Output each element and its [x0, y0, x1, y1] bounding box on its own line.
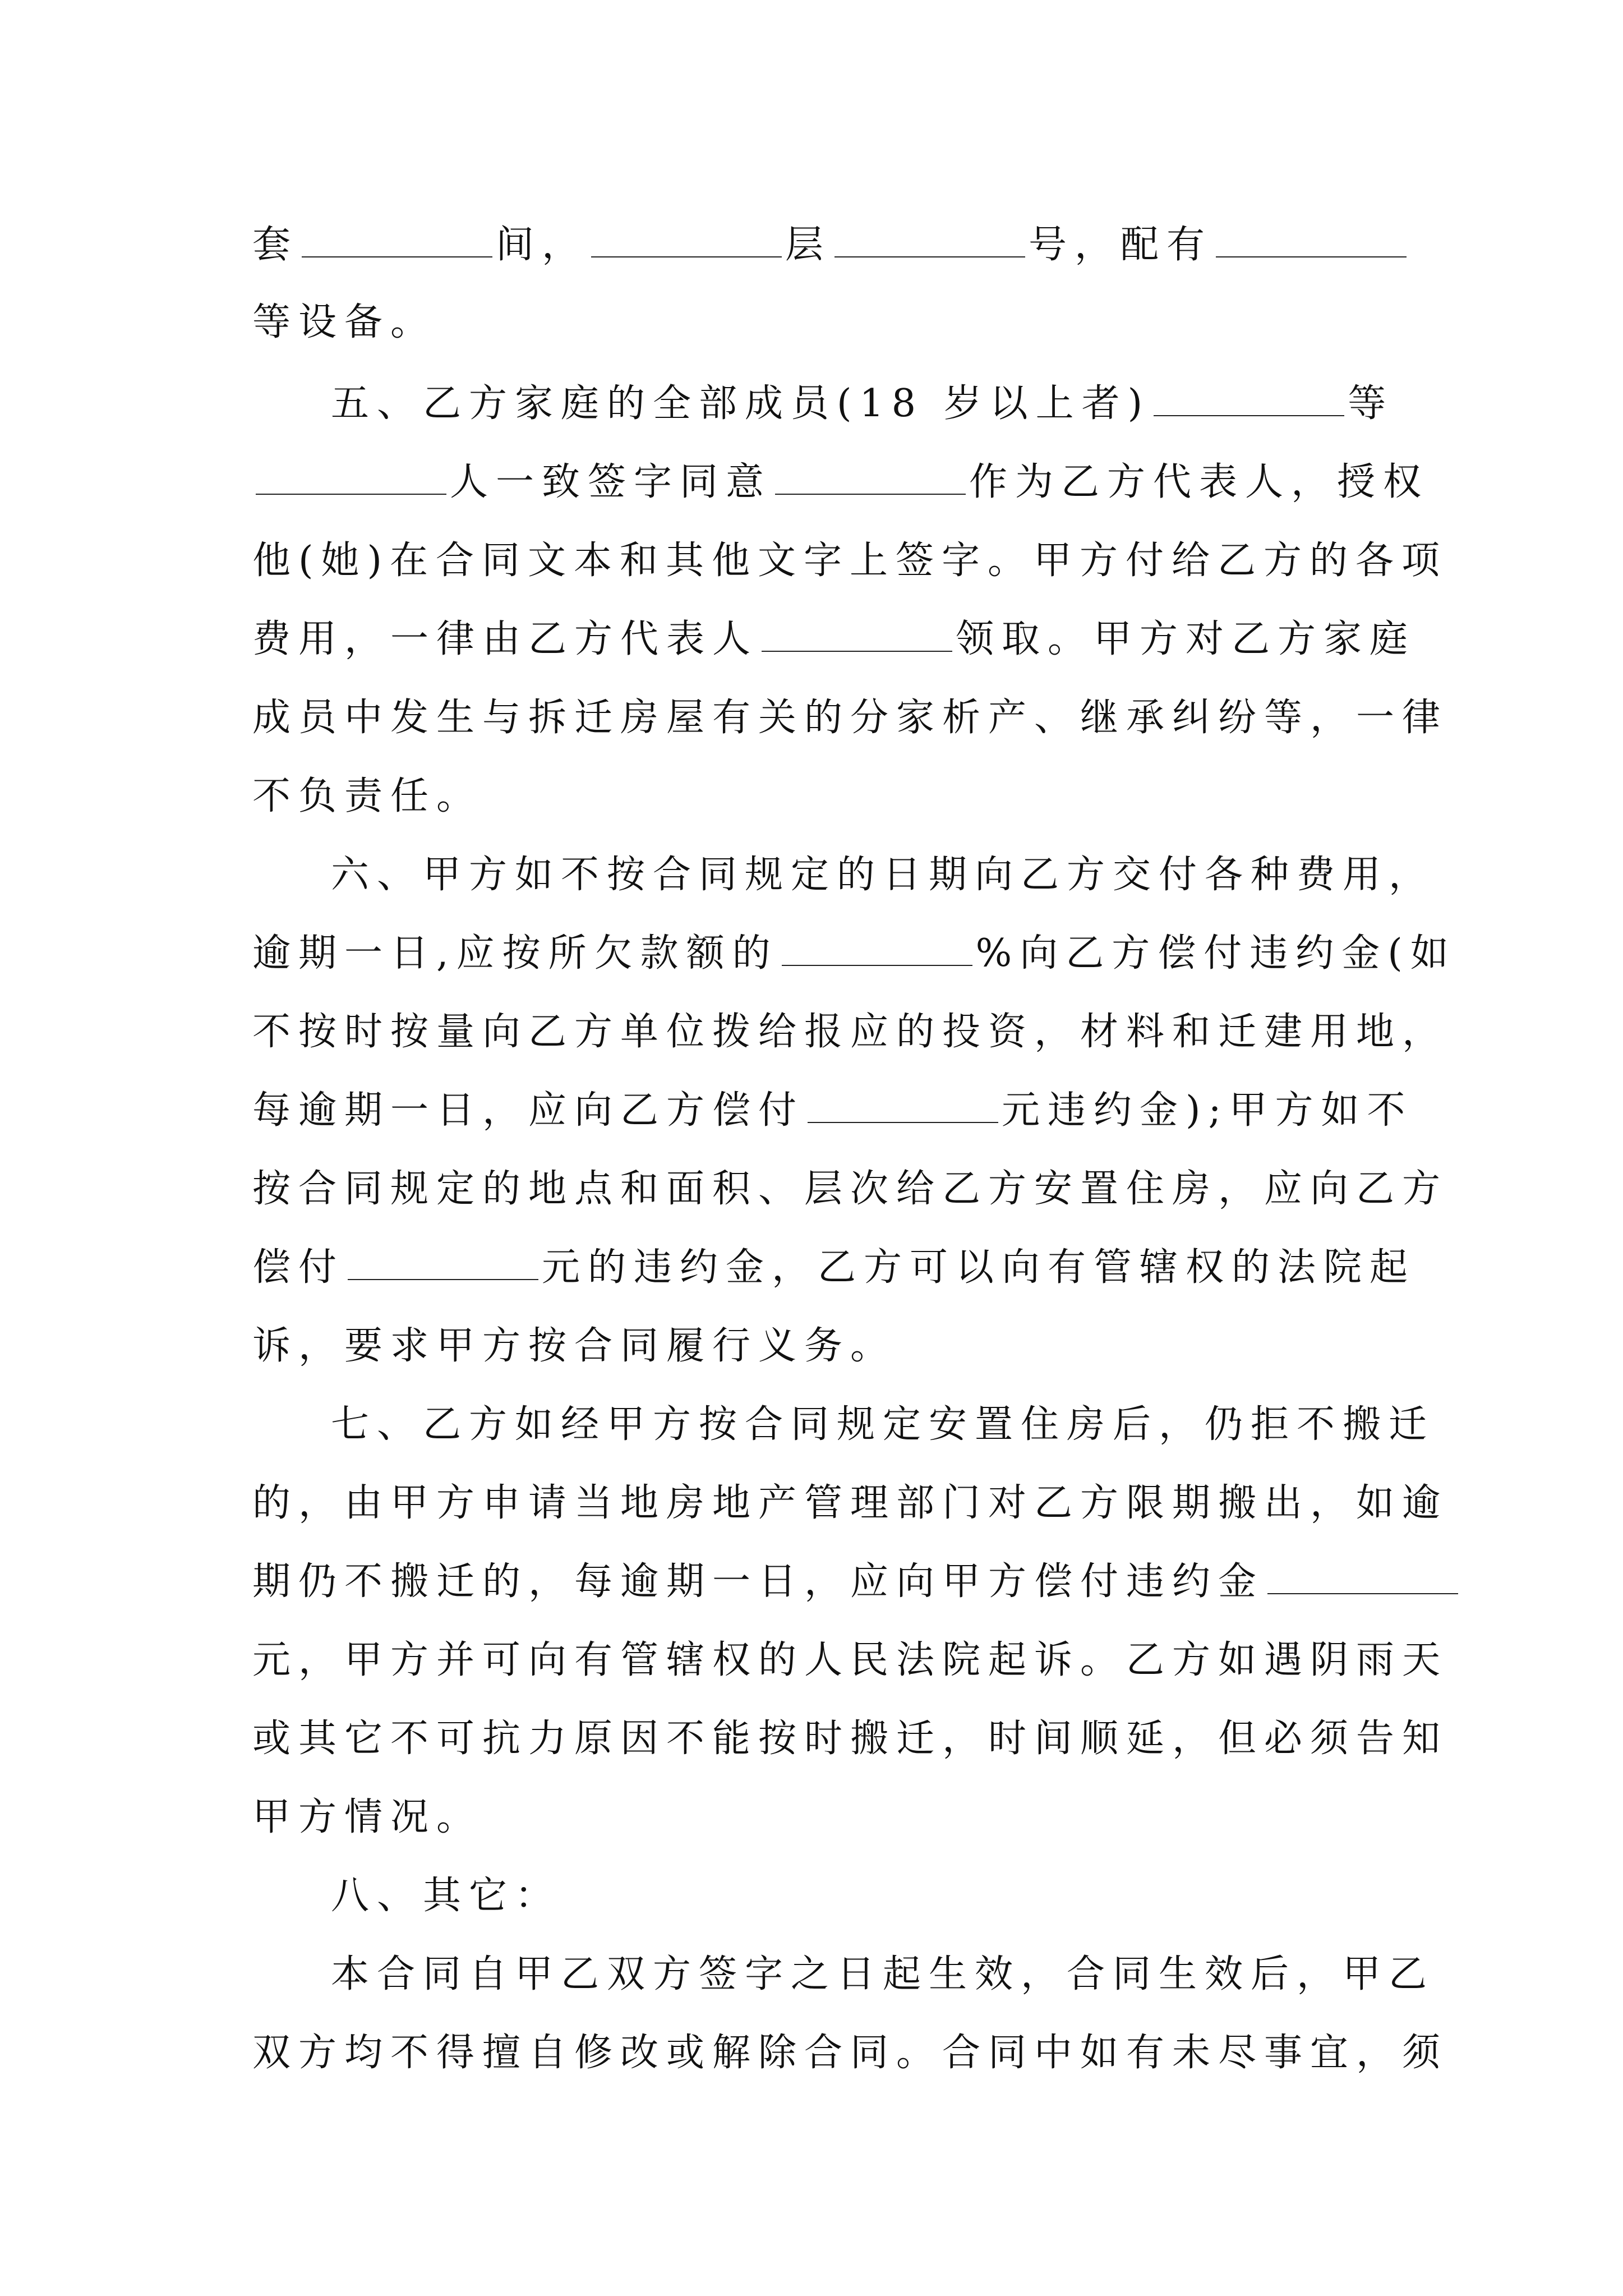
fill-in-blank[interactable]	[782, 964, 972, 966]
text: 等设备。	[252, 300, 437, 344]
text: 层	[785, 223, 832, 267]
text-line	[252, 519, 1448, 603]
text: 偿付	[252, 1245, 345, 1290]
text-line	[252, 2011, 1449, 2095]
text: 按合同规定的地点和面积、层次给乙方安置住房，应向乙方	[252, 1167, 1449, 1211]
text: 间，	[496, 223, 588, 267]
text-line	[252, 597, 1416, 682]
text-line	[252, 1226, 1416, 1310]
text-line	[252, 1540, 1391, 1624]
text: %向乙方偿付违约金(如	[975, 931, 1456, 976]
text: 不按时按量向乙方单位拨给报应的投资，材料和迁建用地，	[252, 1010, 1449, 1054]
text-line	[252, 990, 1449, 1074]
text: 八、其它：	[331, 1874, 561, 1918]
text: 甲方情况。	[252, 1795, 483, 1839]
text: 双方均不得擅自修改或解除合同。合同中如有未尽事宜，须	[252, 2031, 1449, 2075]
text-line	[252, 1775, 1391, 1860]
section-7-heading	[331, 1383, 1435, 1467]
text: 费用，一律由乙方代表人	[252, 617, 759, 661]
text-line	[331, 1932, 1435, 2017]
section-6-heading	[331, 833, 1435, 917]
text-line	[252, 1618, 1449, 1703]
text: 人一致签字同意	[450, 460, 772, 504]
text-line	[252, 1069, 1413, 1153]
text-line	[252, 280, 1391, 365]
fill-in-blank[interactable]	[302, 255, 492, 257]
text: 等	[1348, 381, 1394, 426]
text-line	[252, 754, 1391, 839]
text: 七、乙方如经甲方按合同规定安置住房后，仍拒不搬迁	[331, 1402, 1435, 1447]
section-5-heading	[331, 362, 1394, 446]
text: 套	[252, 223, 299, 267]
fill-in-blank[interactable]	[762, 650, 952, 652]
fill-in-blank[interactable]	[256, 493, 446, 495]
text: 本合同自甲乙双方签字之日起生效，合同生效后，甲乙	[331, 1952, 1435, 1996]
text-line	[252, 1697, 1449, 1781]
text: 元，甲方并可向有管辖权的人民法院起诉。乙方如遇阴雨天	[252, 1638, 1449, 1682]
text: 他(她)在合同文本和其他文字上签字。甲方付给乙方的各项	[252, 539, 1448, 583]
text: 元违约金);甲方如不	[1002, 1088, 1413, 1133]
text-line	[252, 440, 1430, 524]
text: 诉，要求甲方按合同履行义务。	[252, 1324, 897, 1368]
text: 的，由甲方申请当地房地产管理部门对乙方限期搬出，如逾	[252, 1481, 1449, 1525]
fill-in-blank[interactable]	[591, 255, 782, 257]
text: 领取。甲方对乙方家庭	[956, 617, 1416, 661]
fill-in-blank[interactable]	[834, 255, 1025, 257]
fill-in-blank[interactable]	[775, 493, 966, 495]
text: 每逾期一日，应向乙方偿付	[252, 1088, 805, 1133]
text-line	[252, 912, 1456, 996]
text-line	[252, 1147, 1449, 1231]
fill-in-blank[interactable]	[1267, 1592, 1458, 1594]
fill-in-blank[interactable]	[1154, 414, 1344, 416]
text: 号，配有	[1029, 223, 1213, 267]
text-line	[252, 1461, 1449, 1545]
text-line	[252, 1304, 1391, 1388]
text: 五、乙方家庭的全部成员(18 岁以上者)	[331, 381, 1151, 426]
text-line	[252, 676, 1449, 760]
text-line	[252, 203, 1391, 287]
fill-in-blank[interactable]	[348, 1278, 538, 1280]
text: 元的违约金，乙方可以向有管辖权的法院起	[542, 1245, 1416, 1290]
text: 逾期一日,应按所欠款额的	[252, 931, 778, 976]
section-8-heading	[331, 1854, 1391, 1938]
text: 成员中发生与拆迁房屋有关的分家析产、继承纠纷等，一律	[252, 696, 1449, 740]
text: 期仍不搬迁的，每逾期一日，应向甲方偿付违约金	[252, 1559, 1265, 1604]
fill-in-blank[interactable]	[808, 1121, 998, 1123]
fill-in-blank[interactable]	[1216, 255, 1407, 257]
text: 六、甲方如不按合同规定的日期向乙方交付各种费用，	[331, 853, 1435, 897]
text: 或其它不可抗力原因不能按时搬迁，时间顺延，但必须告知	[252, 1717, 1449, 1761]
text: 不负责任。	[252, 774, 483, 818]
text: 作为乙方代表人，授权	[969, 460, 1430, 504]
